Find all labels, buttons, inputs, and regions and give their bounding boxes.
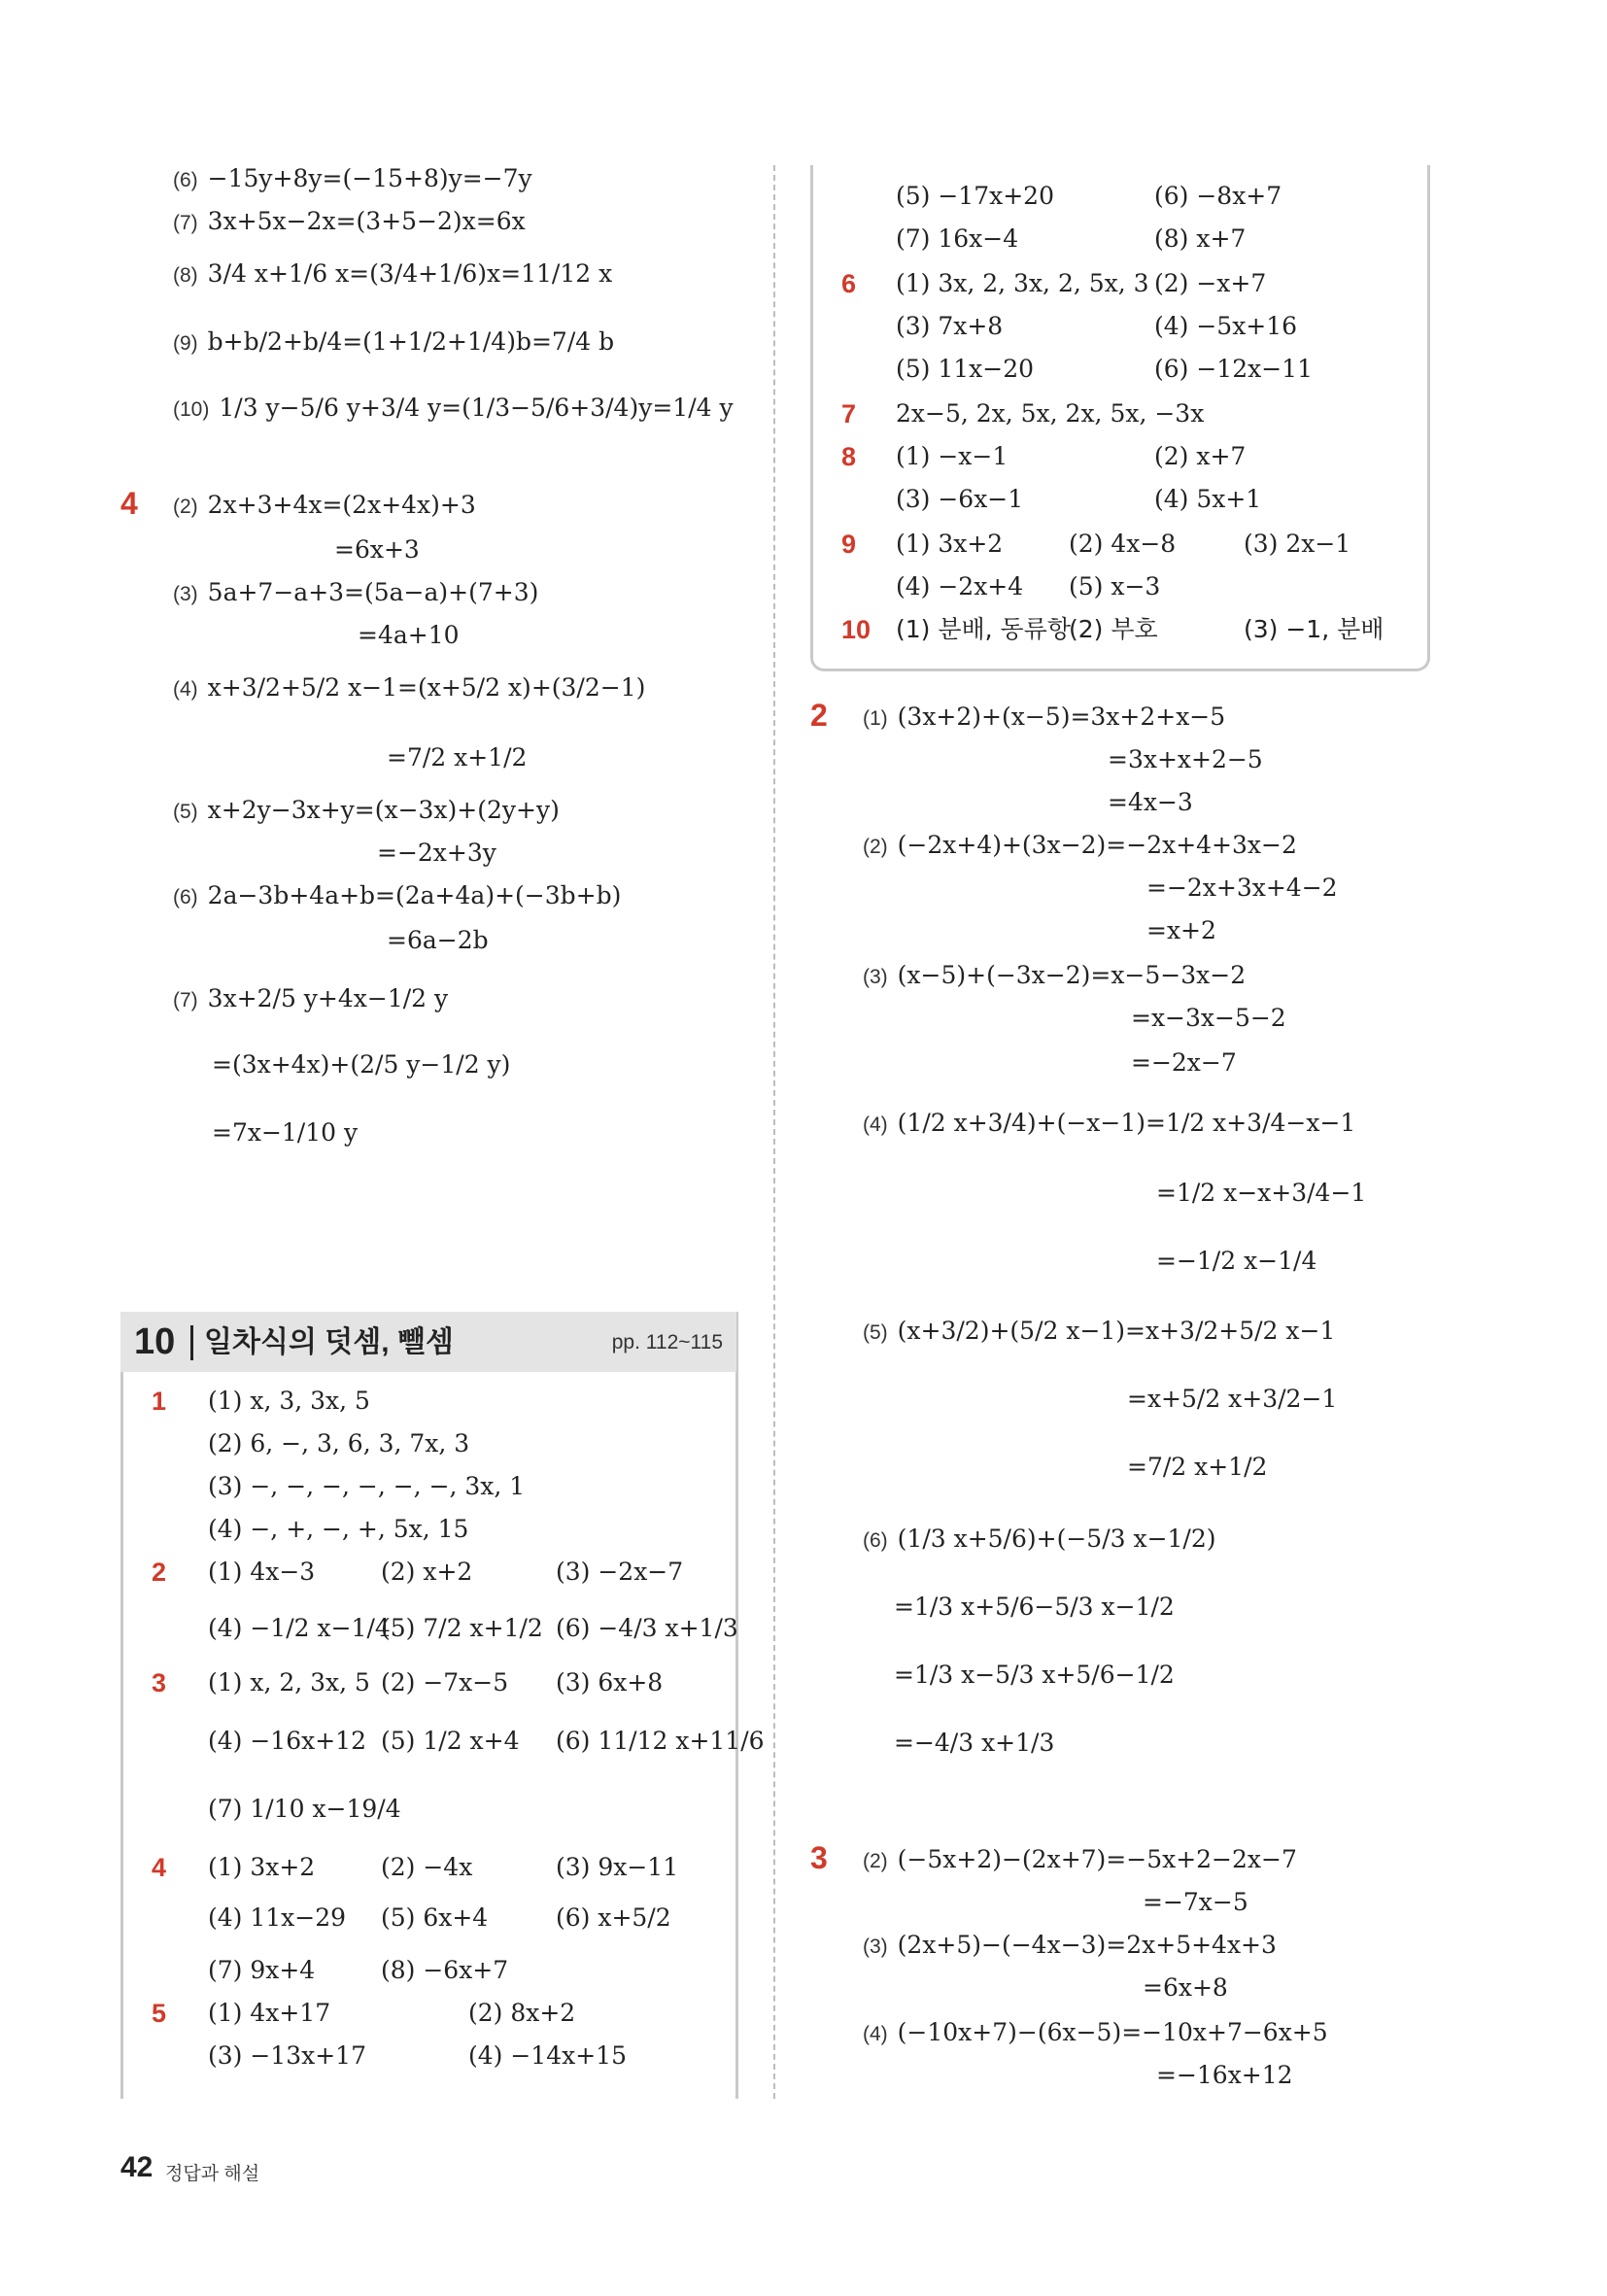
answer-item: (4) −, +, −, +, 5x, 15 xyxy=(208,1515,469,1543)
answer-item: (3) −2x−7 xyxy=(556,1558,684,1586)
answer-item: (4) −16x+12 xyxy=(208,1727,366,1755)
p2-line-0: (1) (3x+2)+(x−5)=3x+2+x−5 xyxy=(863,703,1226,731)
p2-line-14: =7/2 x+1/2 xyxy=(1127,1453,1268,1481)
answer-item: (3) 7x+8 xyxy=(896,312,1004,340)
answer-item: (5) 1/2 x+4 xyxy=(381,1727,520,1755)
s3-line-1: (7) 3x+5x−2x=(3+5−2)x=6x xyxy=(173,207,526,235)
answer-item: (2) x+2 xyxy=(381,1558,473,1586)
s3-line-2: (8) 3/4 x+1/6 x=(3/4+1/6)x=11/12 x xyxy=(173,259,613,288)
p4-line-5: =7/2 x+1/2 xyxy=(387,743,528,771)
p2-line-7: =x−3x−5−2 xyxy=(1131,1004,1286,1032)
answer-item: (4) −5x+16 xyxy=(1154,312,1298,340)
answer-item: (1) x, 2, 3x, 5 xyxy=(208,1668,370,1696)
answer-item: (4) −1/2 x−1/4 xyxy=(208,1614,391,1642)
p2-line-6: (3) (x−5)+(−3x−2)=x−5−3x−2 xyxy=(863,961,1247,989)
answer-number: 1 xyxy=(152,1387,167,1416)
answer-item: (1) −x−1 xyxy=(896,442,1009,470)
answer-item: (1) 3x+2 xyxy=(896,530,1004,558)
answer-number: 7 xyxy=(841,399,857,428)
p4-line-10: (7) 3x+2/5 y+4x−1/2 y xyxy=(173,984,449,1012)
s3-line-0: (6) −15y+8y=(−15+8)y=−7y xyxy=(173,164,532,192)
answer-item: (2) −4x xyxy=(381,1853,473,1881)
p2-line-15: (6) (1/3 x+5/6)+(−5/3 x−1/2) xyxy=(863,1525,1216,1553)
answer-item: (2) 부호 xyxy=(1069,615,1158,643)
answer-item: (4) 11x−29 xyxy=(208,1903,347,1932)
answer-item: 2x−5, 2x, 5x, 2x, 5x, −3x xyxy=(896,399,1205,428)
answer-item: (4) −14x+15 xyxy=(468,2041,627,2070)
answer-item: (6) −12x−11 xyxy=(1154,355,1313,383)
answer-item: (8) x+7 xyxy=(1154,224,1247,253)
answer-item: (3) 6x+8 xyxy=(556,1668,664,1696)
answer-item: (1) 4x+17 xyxy=(208,1999,331,2027)
answer-item: (1) 4x−3 xyxy=(208,1558,316,1586)
p2-line-8: =−2x−7 xyxy=(1131,1048,1237,1077)
answer-item: (6) x+5/2 xyxy=(556,1903,671,1932)
answer-item: (5) −17x+20 xyxy=(896,182,1054,210)
answer-item: (6) −4/3 x+1/3 xyxy=(556,1614,738,1642)
problem-2-number: 2 xyxy=(810,698,828,733)
p4-line-7: =−2x+3y xyxy=(377,839,496,867)
p2-line-16: =1/3 x+5/6−5/3 x−1/2 xyxy=(894,1593,1175,1621)
p4-line-11: =(3x+4x)+(2/5 y−1/2 y) xyxy=(212,1050,511,1079)
p2-line-5: =x+2 xyxy=(1146,916,1216,944)
p3-line-4: (4) (−10x+7)−(6x−5)=−10x+7−6x+5 xyxy=(863,2018,1328,2046)
footer-label: 정답과 해설 xyxy=(165,2164,260,2184)
p2-line-1: =3x+x+2−5 xyxy=(1108,745,1263,773)
p4-line-8: (6) 2a−3b+4a+b=(2a+4a)+(−3b+b) xyxy=(173,881,622,909)
answer-number: 9 xyxy=(841,530,857,559)
answer-item: (7) 16x−4 xyxy=(896,224,1019,253)
p3-line-0: (2) (−5x+2)−(2x+7)=−5x+2−2x−7 xyxy=(863,1845,1297,1873)
p2-line-3: (2) (−2x+4)+(3x−2)=−2x+4+3x−2 xyxy=(863,831,1297,859)
answer-item: (3) 2x−1 xyxy=(1244,530,1351,558)
section-pages: pp. 112~115 xyxy=(611,1331,723,1354)
p4-line-9: =6a−2b xyxy=(387,926,489,954)
answer-item: (5) 7/2 x+1/2 xyxy=(381,1614,543,1642)
p4-line-3: =4a+10 xyxy=(358,621,460,649)
p3-line-5: =−16x+12 xyxy=(1156,2061,1293,2089)
answer-item: (3) −6x−1 xyxy=(896,485,1024,513)
answer-item: (2) 8x+2 xyxy=(468,1999,576,2027)
p4-line-6: (5) x+2y−3x+y=(x−3x)+(2y+y) xyxy=(173,796,560,824)
p2-line-11: =−1/2 x−1/4 xyxy=(1156,1247,1317,1275)
answer-number: 8 xyxy=(841,442,857,471)
section-number: 10 xyxy=(134,1321,176,1362)
p2-line-17: =1/3 x−5/3 x+5/6−1/2 xyxy=(894,1661,1175,1689)
p4-line-2: (3) 5a+7−a+3=(5a−a)+(7+3) xyxy=(173,578,539,606)
p4-line-12: =7x−1/10 y xyxy=(212,1118,359,1147)
answer-item: (5) 6x+4 xyxy=(381,1903,489,1932)
answer-item: (4) 5x+1 xyxy=(1154,485,1262,513)
p2-line-18: =−4/3 x+1/3 xyxy=(894,1729,1055,1757)
answer-item: (1) 3x+2 xyxy=(208,1853,316,1881)
answer-item: (6) −8x+7 xyxy=(1154,182,1282,210)
problem-3-number: 3 xyxy=(810,1840,828,1875)
section-header xyxy=(120,1312,736,1372)
page-number: 42 xyxy=(120,2151,154,2183)
answer-number: 5 xyxy=(152,1999,167,2028)
p2-line-9: (4) (1/2 x+3/4)+(−x−1)=1/2 x+3/4−x−1 xyxy=(863,1109,1356,1137)
p2-line-2: =4x−3 xyxy=(1108,788,1193,816)
answer-item: (2) −x+7 xyxy=(1154,269,1267,297)
s3-line-3: (9) b+b/2+b/4=(1+1/2+1/4)b=7/4 b xyxy=(173,327,615,356)
answer-item: (1) x, 3, 3x, 5 xyxy=(208,1387,370,1415)
section-title: 일차식의 덧셈, 뺄셈 xyxy=(204,1326,454,1358)
answer-item: (1) 3x, 2, 3x, 2, 5x, 3 xyxy=(896,269,1149,297)
p2-line-13: =x+5/2 x+3/2−1 xyxy=(1127,1385,1338,1413)
p4-line-1: =6x+3 xyxy=(334,535,420,564)
answer-item: (5) x−3 xyxy=(1069,572,1161,600)
answer-number: 3 xyxy=(152,1668,167,1697)
p4-line-4: (4) x+3/2+5/2 x−1=(x+5/2 x)+(3/2−1) xyxy=(173,673,646,702)
p2-line-4: =−2x+3x+4−2 xyxy=(1146,874,1338,902)
answer-item: (5) 11x−20 xyxy=(896,355,1035,383)
p3-line-3: =6x+8 xyxy=(1143,1973,1228,2002)
answer-item: (3) −, −, −, −, −, −, 3x, 1 xyxy=(208,1472,526,1500)
answer-item: (7) 1/10 x−19/4 xyxy=(208,1795,401,1823)
p4-line-0: (2) 2x+3+4x=(2x+4x)+3 xyxy=(173,491,476,519)
answer-item: (4) −2x+4 xyxy=(896,572,1024,600)
answer-item: (2) −7x−5 xyxy=(381,1668,509,1696)
p3-line-1: =−7x−5 xyxy=(1143,1888,1248,1916)
p2-line-10: =1/2 x−x+3/4−1 xyxy=(1156,1179,1367,1207)
p3-line-2: (3) (2x+5)−(−4x−3)=2x+5+4x+3 xyxy=(863,1931,1277,1959)
p2-line-12: (5) (x+3/2)+(5/2 x−1)=x+3/2+5/2 x−1 xyxy=(863,1317,1336,1345)
answer-number: 6 xyxy=(841,269,857,298)
answer-item: (3) −13x+17 xyxy=(208,2041,366,2070)
problem-4-number: 4 xyxy=(120,486,138,521)
answer-item: (3) −1, 분배 xyxy=(1244,615,1385,643)
answer-number: 4 xyxy=(152,1853,167,1882)
answer-item: (6) 11/12 x+11/6 xyxy=(556,1727,765,1755)
answer-item: (8) −6x+7 xyxy=(381,1956,509,1984)
column-divider xyxy=(773,165,775,2099)
answer-item: (1) 분배, 동류항 xyxy=(896,615,1072,643)
section-divider-bar xyxy=(190,1325,193,1360)
answer-number: 2 xyxy=(152,1558,167,1587)
s3-line-4: (10) 1/3 y−5/6 y+3/4 y=(1/3−5/6+3/4)y=1/4 y xyxy=(173,394,734,422)
answer-item: (2) 6, −, 3, 6, 3, 7x, 3 xyxy=(208,1429,470,1457)
answer-item: (2) 4x−8 xyxy=(1069,530,1177,558)
answer-item: (2) x+7 xyxy=(1154,442,1247,470)
answer-number: 10 xyxy=(841,615,872,644)
answer-item: (7) 9x+4 xyxy=(208,1956,316,1984)
answer-item: (3) 9x−11 xyxy=(556,1853,679,1881)
